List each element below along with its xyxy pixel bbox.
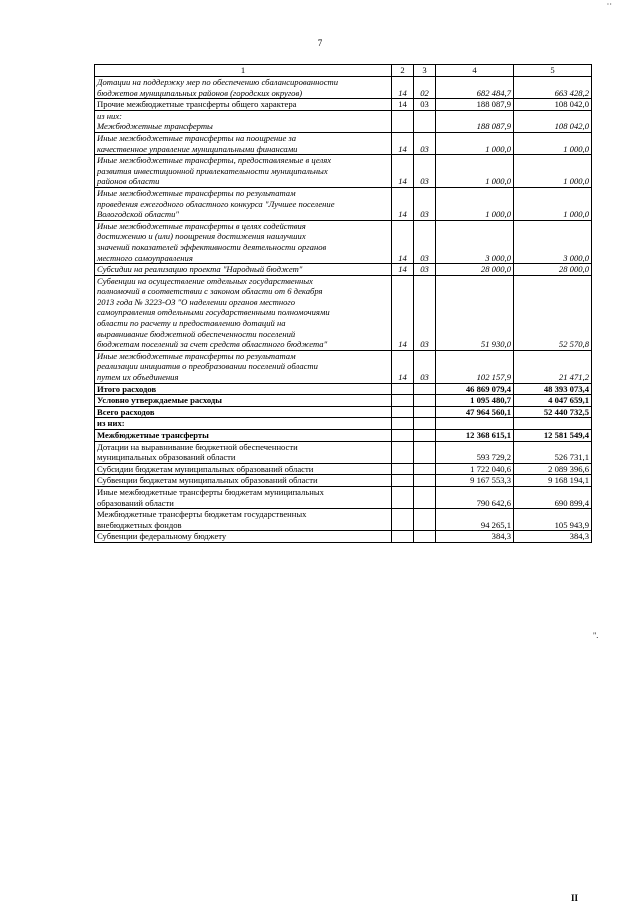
row-name-cell <box>95 110 392 132</box>
row-name-cell <box>95 264 392 276</box>
row-value-1-cell: 682 484,7 <box>436 77 514 99</box>
row-value-1-cell: 47 964 560,1 <box>436 406 514 418</box>
table-header-row <box>95 65 592 77</box>
table-row <box>95 77 592 99</box>
row-name-line: Иные межбюджетные трансферты по результатам <box>97 350 296 361</box>
row-value-2-cell: 52 570,8 <box>514 275 592 350</box>
row-subsection-cell <box>414 110 436 132</box>
table-row <box>95 99 592 111</box>
row-name-cell <box>95 350 392 383</box>
row-subsection-cell <box>414 463 436 475</box>
row-name-line: развития инвестиционной привлекательности муниципальных <box>97 165 328 176</box>
row-subsection-cell: 03 <box>414 187 436 220</box>
row-value-1-cell: 593 729,2 <box>436 441 514 463</box>
row-value-2-cell: 384,3 <box>514 531 592 543</box>
row-name-cell <box>95 187 392 220</box>
row-name-line: районов области <box>97 176 160 187</box>
row-section-cell <box>392 383 414 395</box>
row-subsection-cell: 03 <box>414 275 436 350</box>
row-value-1-cell: 28 000,0 <box>436 264 514 276</box>
row-name-cell <box>95 441 392 463</box>
row-value-1-cell: 188 087,9 <box>436 110 514 132</box>
row-name-line: выравнивание бюджетной обеспеченности поселений <box>97 328 296 339</box>
row-name-line: Субсидии бюджетам муниципальных образований области <box>97 463 314 474</box>
table-row <box>95 132 592 154</box>
row-name-line: области по расчету и предоставлению дотаций на <box>97 318 286 329</box>
row-name-line: Субвенции бюджетам муниципальных образований области <box>97 475 318 486</box>
row-value-2-cell: 690 899,4 <box>514 486 592 508</box>
page-number: 7 <box>317 38 323 48</box>
table-row <box>95 395 592 407</box>
row-value-2-cell <box>514 418 592 430</box>
row-name-line: Субвенции федеральному бюджету <box>97 531 227 542</box>
row-name-line: из них: <box>97 110 123 121</box>
row-name-line: Условно утверждаемые расходы <box>97 395 222 406</box>
row-value-2-cell: 1 000,0 <box>514 155 592 188</box>
row-value-2-cell: 4 047 659,1 <box>514 395 592 407</box>
row-subsection-cell <box>414 475 436 487</box>
row-value-1-cell: 1 722 040,6 <box>436 463 514 475</box>
row-name-line: Итого расходов <box>97 383 157 394</box>
row-subsection-cell: 03 <box>414 132 436 154</box>
row-name-line: Межбюджетные трансферты <box>97 121 213 132</box>
row-name-line: Иные межбюджетные трансферты по результатам <box>97 187 296 198</box>
row-name-line: Субсидии на реализацию проекта "Народный бюджет" <box>97 264 303 275</box>
table-row <box>95 275 592 350</box>
table-row <box>95 463 592 475</box>
row-name-line: образований области <box>97 497 174 508</box>
row-name-cell <box>95 418 392 430</box>
corner-mark-bottom: II <box>570 893 578 903</box>
row-name-cell <box>95 475 392 487</box>
row-name-line: достижению и (или) поощрения достижения наилучших <box>97 231 306 242</box>
row-name-cell <box>95 275 392 350</box>
row-name-cell <box>95 383 392 395</box>
row-value-2-cell: 526 731,1 <box>514 441 592 463</box>
row-name-line: Иные межбюджетные трансферты на поощрение за <box>97 132 297 143</box>
row-subsection-cell: 02 <box>414 77 436 99</box>
row-section-cell: 14 <box>392 275 414 350</box>
row-name-line: самоуправления отдельными государственными полномочиями <box>97 307 330 318</box>
table-row <box>95 383 592 395</box>
header-cell-3: 3 <box>414 65 436 77</box>
row-value-2-cell: 2 089 396,6 <box>514 463 592 475</box>
row-subsection-cell: 03 <box>414 155 436 188</box>
row-name-line: местного самоуправления <box>97 252 193 263</box>
row-value-2-cell: 21 471,2 <box>514 350 592 383</box>
row-section-cell: 14 <box>392 77 414 99</box>
row-value-2-cell: 9 168 194,1 <box>514 475 592 487</box>
row-section-cell <box>392 475 414 487</box>
table-row <box>95 486 592 508</box>
corner-mark-top: ·· <box>606 0 612 9</box>
row-value-1-cell: 51 930,0 <box>436 275 514 350</box>
row-value-1-cell: 3 000,0 <box>436 220 514 263</box>
row-subsection-cell <box>414 531 436 543</box>
closing-quote: ". <box>593 631 599 640</box>
row-name-cell <box>95 395 392 407</box>
table-row <box>95 531 592 543</box>
row-section-cell: 14 <box>392 220 414 263</box>
row-value-2-cell: 12 581 549,4 <box>514 430 592 442</box>
row-section-cell <box>392 509 414 531</box>
row-name-cell <box>95 509 392 531</box>
row-value-2-cell: 28 000,0 <box>514 264 592 276</box>
row-name-line: Вологодской области" <box>97 209 179 220</box>
row-value-1-cell: 9 167 553,3 <box>436 475 514 487</box>
table-row <box>95 418 592 430</box>
row-section-cell: 14 <box>392 155 414 188</box>
table-row <box>95 187 592 220</box>
row-section-cell <box>392 418 414 430</box>
row-value-2-cell: 3 000,0 <box>514 220 592 263</box>
row-value-1-cell: 1 000,0 <box>436 155 514 188</box>
row-name-line: из них: <box>97 418 125 429</box>
row-value-2-cell: 52 440 732,5 <box>514 406 592 418</box>
row-name-line: Межбюджетные трансферты бюджетам государственных <box>97 509 307 520</box>
row-subsection-cell <box>414 430 436 442</box>
row-name-line: бюджетов муниципальных районов (городских округов) <box>97 87 303 98</box>
row-subsection-cell <box>414 383 436 395</box>
row-subsection-cell <box>414 486 436 508</box>
table-row <box>95 110 592 132</box>
row-name-line: бюджетам поселений за счет средств областного бюджета" <box>97 339 328 350</box>
row-value-2-cell: 108 042,0 <box>514 110 592 132</box>
row-name-cell <box>95 430 392 442</box>
row-section-cell <box>392 463 414 475</box>
row-section-cell: 14 <box>392 99 414 111</box>
row-name-line: Дотации на поддержку мер по обеспечению сбалансированности <box>97 77 339 87</box>
row-name-line: Дотации на выравнивание бюджетной обеспеченности <box>97 441 298 452</box>
row-subsection-cell <box>414 509 436 531</box>
row-name-line: проведения ежегодного областного конкурса "Лучшее поселение <box>97 198 335 209</box>
row-value-1-cell: 46 869 079,4 <box>436 383 514 395</box>
row-name-cell <box>95 531 392 543</box>
row-value-1-cell: 1 000,0 <box>436 187 514 220</box>
row-value-1-cell: 94 265,1 <box>436 509 514 531</box>
row-subsection-cell: 03 <box>414 350 436 383</box>
row-section-cell: 14 <box>392 264 414 276</box>
row-section-cell: 14 <box>392 187 414 220</box>
row-section-cell <box>392 486 414 508</box>
row-section-cell <box>392 430 414 442</box>
row-name-line: качественное управление муниципальными финансами <box>97 143 298 154</box>
row-name-cell <box>95 99 392 111</box>
header-cell-4: 4 <box>436 65 514 77</box>
row-name-line: путем их объединения <box>97 372 179 383</box>
row-name-line: реализации инициатив о преобразовании поселений области <box>97 361 318 372</box>
header-cell-2: 2 <box>392 65 414 77</box>
row-value-1-cell: 102 157,9 <box>436 350 514 383</box>
row-name-cell <box>95 406 392 418</box>
row-section-cell <box>392 531 414 543</box>
row-value-1-cell: 790 642,6 <box>436 486 514 508</box>
table-row <box>95 264 592 276</box>
row-section-cell: 14 <box>392 350 414 383</box>
row-subsection-cell <box>414 441 436 463</box>
row-section-cell <box>392 110 414 132</box>
table-row <box>95 406 592 418</box>
row-section-cell <box>392 441 414 463</box>
row-subsection-cell <box>414 418 436 430</box>
row-section-cell <box>392 406 414 418</box>
table-row <box>95 441 592 463</box>
row-name-cell <box>95 77 392 99</box>
row-name-cell <box>95 132 392 154</box>
row-name-line: Иные межбюджетные трансферты в целях содействия <box>97 220 306 231</box>
row-value-1-cell: 188 087,9 <box>436 99 514 111</box>
row-section-cell: 14 <box>392 132 414 154</box>
row-value-2-cell: 1 000,0 <box>514 187 592 220</box>
table-row <box>95 430 592 442</box>
row-value-2-cell: 1 000,0 <box>514 132 592 154</box>
row-name-line: 2013 года № 3223-ОЗ "О наделении органов местного <box>97 296 296 307</box>
table-row <box>95 350 592 383</box>
row-name-line: Межбюджетные трансферты <box>97 430 209 440</box>
row-name-line: Иные межбюджетные трансферты, предоставляемые в целях <box>97 155 332 166</box>
table-row <box>95 509 592 531</box>
row-value-2-cell: 48 393 073,4 <box>514 383 592 395</box>
row-value-1-cell <box>436 418 514 430</box>
row-subsection-cell <box>414 406 436 418</box>
row-name-line: значений показателей эффективности деятельности органов <box>97 241 327 252</box>
row-name-cell <box>95 486 392 508</box>
header-cell-1: 1 <box>95 65 392 77</box>
row-subsection-cell: 03 <box>414 99 436 111</box>
row-value-2-cell: 108 042,0 <box>514 99 592 111</box>
table-row <box>95 220 592 263</box>
row-name-line: Всего расходов <box>97 406 155 417</box>
row-value-1-cell: 384,3 <box>436 531 514 543</box>
row-name-cell <box>95 155 392 188</box>
row-name-line: Субвенции на осуществление отдельных государственных <box>97 275 313 286</box>
row-value-1-cell: 12 368 615,1 <box>436 430 514 442</box>
row-name-cell <box>95 220 392 263</box>
row-section-cell <box>392 395 414 407</box>
table-row <box>95 155 592 188</box>
row-name-line: Прочие межбюджетные трансферты общего характера <box>97 99 297 110</box>
row-subsection-cell: 03 <box>414 220 436 263</box>
row-subsection-cell <box>414 395 436 407</box>
row-name-line: полномочий в соответствии с законом области от 6 декабря <box>97 286 323 297</box>
row-name-line: Иные межбюджетные трансферты бюджетам муниципальных <box>97 486 324 497</box>
row-value-2-cell: 663 428,2 <box>514 77 592 99</box>
row-subsection-cell: 03 <box>414 264 436 276</box>
budget-table <box>94 64 592 543</box>
row-value-1-cell: 1 000,0 <box>436 132 514 154</box>
table-row <box>95 475 592 487</box>
row-name-line: внебюджетных фондов <box>97 519 182 530</box>
row-name-cell <box>95 463 392 475</box>
row-value-2-cell: 105 943,9 <box>514 509 592 531</box>
row-value-1-cell: 1 095 480,7 <box>436 395 514 407</box>
row-name-line: муниципальных образований области <box>97 452 236 463</box>
header-cell-5: 5 <box>514 65 592 77</box>
